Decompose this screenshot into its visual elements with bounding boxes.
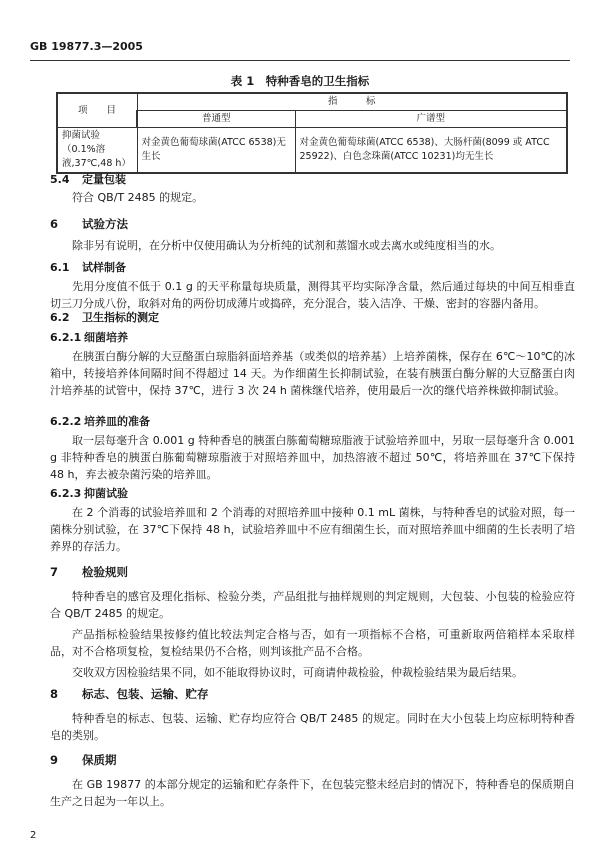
- page-number: 2: [30, 830, 37, 841]
- table-header-row: [57, 93, 567, 111]
- section-heading: 9 保质期: [50, 753, 117, 767]
- section-text: 在 2 个消毒的试验培养皿和 2 个消毒的对照培养皿中接种 0.1 mL 菌株，与特种香皂的试验对照，每一菌株分别试验，在 37℃下保持 48 h，试验培养皿中不应有细菌生长，而对照培养皿中细菌的生长表明了培养界的存活力。: [50, 506, 575, 553]
- section-text: 特种香皂的标志、包装、运输、贮存均应符合 QB/T 2485 的规定。同时在大小包装上均应标明特种香皂的类别。: [50, 712, 575, 742]
- section-6-2-1: [50, 330, 575, 399]
- section-heading: 6.2.3 抑菌试验: [50, 487, 128, 500]
- col-broad-header: 广谱型: [295, 111, 567, 128]
- section-7: [50, 564, 575, 681]
- section-heading: 8 标志、包装、运输、贮存: [50, 687, 209, 701]
- cell-item: 抑菌试验（0.1%溶液,37℃,48 h）: [57, 128, 137, 174]
- section-6-2: [50, 310, 575, 326]
- section-6-2-3: [50, 486, 575, 555]
- section-text: 产品指标检验结果按修约值比较法判定合格与否，如有一项指标不合格，可重新取两倍箱样本采取样品，对不合格项复检，复检结果仍不合格，则判该批产品不合格。: [50, 628, 575, 658]
- section-6-1: [50, 260, 575, 312]
- section-9: [50, 752, 575, 810]
- section-6-2-2: [50, 414, 575, 483]
- section-8: [50, 686, 575, 744]
- header-rule: [30, 60, 570, 61]
- section-text: 在胰蛋白酶分解的大豆酪蛋白琼脂斜面培养基（或类似的培养基）上培养菌株，保存在 6℃～10℃的冰箱中，转接培养体间隔时间不得超过 14 天。为作细菌生长抑制试验，在装有胰蛋白酶分解的大豆酪蛋白肉汁培养基的试管中，保持 37℃，进行 3 次 24 h 菌株继代培养，使用最后一次的继代培养株做抑制试验。: [50, 350, 575, 397]
- cell-broad: 对金黄色葡萄球菌(ATCC 6538)、大肠杆菌(8099 或 ATCC 25922)、白色念珠菌(ATCC 10231)均无生长: [295, 128, 567, 174]
- section-heading: 6 试验方法: [50, 217, 128, 231]
- col-normal-header: 普通型: [137, 111, 295, 128]
- section-6: [50, 216, 575, 254]
- section-heading: 7 检验规则: [50, 565, 128, 579]
- cell-normal: 对金黄色葡萄球菌(ATCC 6538)无生长: [137, 128, 295, 174]
- section-text: 交收双方因检验结果不同，如不能取得协议时，可商请仲裁检验，仲裁检验结果为最后结果。: [72, 666, 523, 679]
- col-index-header: 指 标: [137, 93, 567, 111]
- section-heading: 5.4 定量包装: [50, 173, 126, 186]
- section-heading: 6.2.1 细菌培养: [50, 331, 128, 344]
- section-text: 除非另有说明，在分析中仅使用确认为分析纯的试剂和蒸馏水或去离水或纯度相当的水。: [72, 239, 501, 252]
- table-row: [57, 128, 567, 174]
- section-text: 先用分度值不低于 0.1 g 的天平称量每块质量，测得其平均实际净含量，然后通过每块的中间互相垂直切三刀分成八份，取斜对角的两份切成薄片或捣碎，充分混合，装入洁净、干燥、密封的容器内备用。: [50, 280, 575, 310]
- standard-number: GB 19877.3—2005: [30, 40, 143, 53]
- section-5-4: [50, 172, 575, 206]
- section-heading: 6.2.2 培养皿的准备: [50, 415, 150, 428]
- section-text: 取一层每毫升含 0.001 g 特种香皂的胰蛋白胨葡萄糖琼脂液于试验培养皿中，另取一层每毫升含 0.001 g 非特种香皂的胰蛋白胨葡萄糖琼脂液于对照培养皿中，加热溶液不超过 50℃，将培养皿在 37℃下保持 48 h，弃去被杂菌污染的培养皿。: [50, 434, 575, 481]
- col-item-header: 项 目: [57, 93, 137, 128]
- section-text: 符合 QB/T 2485 的规定。: [72, 191, 204, 204]
- hygiene-index-table: [56, 92, 568, 174]
- section-heading: 6.2 卫生指标的测定: [50, 311, 159, 324]
- section-text: 特种香皂的感官及理化指标、检验分类，产品组批与抽样规则的判定规则，大包装、小包装的检验应符合 QB/T 2485 的规定。: [50, 590, 575, 620]
- table-caption: 表 1 特种香皂的卫生指标: [230, 74, 370, 88]
- section-heading: 6.1 试样制备: [50, 261, 126, 274]
- section-text: 在 GB 19877 的本部分规定的运输和贮存条件下，在包装完整未经启封的情况下，特种香皂的保质期自生产之日起为一年以上。: [50, 778, 575, 808]
